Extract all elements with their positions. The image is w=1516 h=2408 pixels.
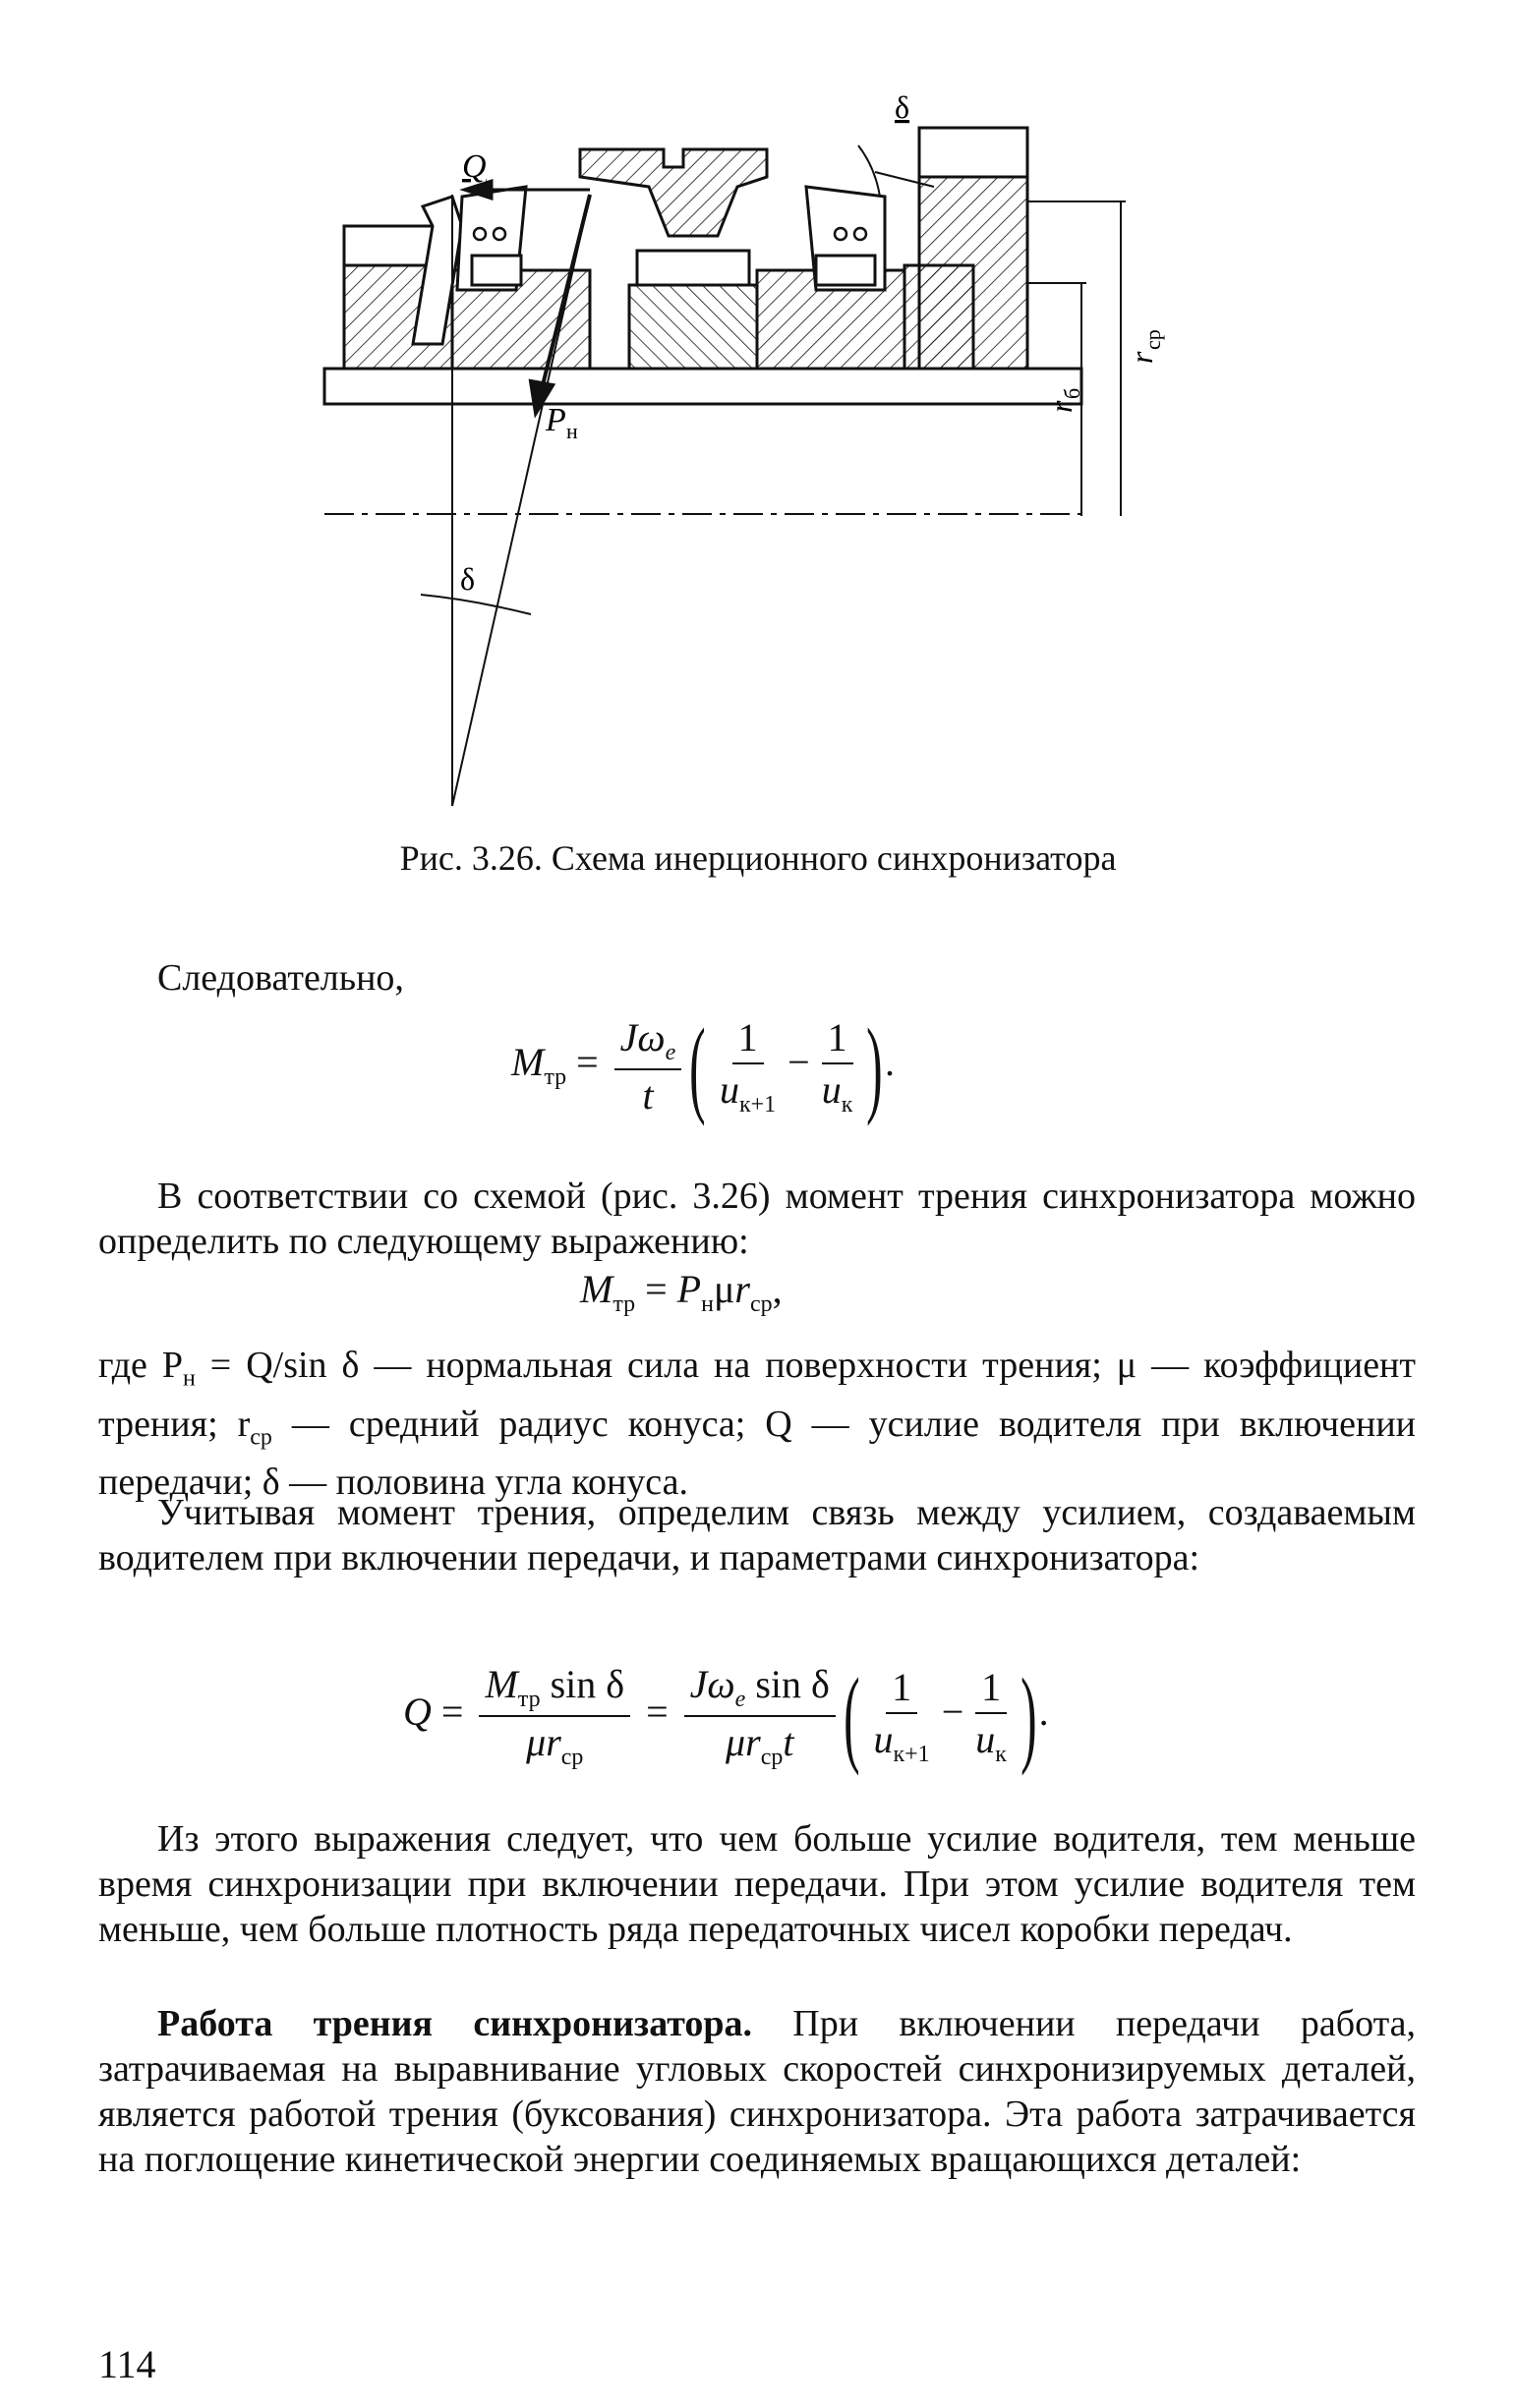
label-rcp bbox=[1124, 329, 1165, 364]
label-Pn bbox=[545, 402, 578, 443]
figure-caption: Рис. 3.26. Схема инерционного синхронизатора bbox=[399, 838, 1117, 878]
paragraph-1: В соответствии со схемой (рис. 3.26) момент трения синхронизатора можно определить по следующему выражению: bbox=[98, 1175, 1416, 1262]
paragraph-2: Учитывая момент трения, определим связь между усилием, создаваемым водителем при включении передачи, и параметрами синхронизатора: bbox=[98, 1492, 1416, 1578]
formula-mtr-1: $M_{тр}$ = $\frac{J\omega_e}{t}$ ( $\frac{1}{u_{к+1}}$ − $\frac{1}{u_к}$ ). bbox=[511, 1006, 896, 1126]
svg-text:б: б bbox=[1060, 387, 1084, 399]
svg-text:P: P bbox=[546, 402, 566, 438]
label-Q: Q bbox=[462, 148, 487, 185]
svg-text:ср: ср bbox=[1140, 329, 1165, 350]
synchronizer-diagram bbox=[295, 79, 1239, 826]
paragraph-4: Работа трения синхронизатора. При включении передачи работа, затрачиваемая на выравнивание угловых скоростей синхронизируемых деталей, является работой трения (буксования) синхронизатора. Эта работа затрачивается на поглощение кинетической энергии соединяемых вращающихся деталей: bbox=[98, 2003, 1417, 2180]
label-delta-bottom: δ bbox=[460, 561, 476, 597]
therefore-text: Следовательно, bbox=[157, 957, 404, 999]
paragraph-where: где $P_н = Q/\sin$ δ — нормальная сила на поверхности трения; μ — коэффициент трения; $r_{ср}$ — средний радиус конуса; Q — усилие водителя при включении передачи; δ — половина угла конуса. bbox=[98, 1345, 1416, 1504]
page-number: 114 bbox=[98, 2342, 156, 2386]
svg-text:н: н bbox=[566, 419, 578, 443]
paragraph-3: Из этого выражения следует, что чем больше усилие водителя, тем меньше время синхронизации при включении передачи. При этом усилие водителя тем меньше, чем больше плотность ряда передаточных чисел коробки передач. bbox=[98, 1818, 1416, 1950]
formula-mtr-2: $M_{тр} = P_н\mu r_{ср}$, bbox=[580, 1267, 783, 1317]
svg-text:r: r bbox=[1124, 351, 1159, 364]
formula-q: Q = $\frac{M_{тр} \sin \delta}{\mu r_{ср}}$ = $\frac{J\omega_e \sin \delta}{\mu r_{ср}t}$ ( $\frac{1}{u_{к+1}}$ − $\frac{1}{u_к}$ ). bbox=[403, 1656, 1049, 1776]
svg-text:r: r bbox=[1043, 400, 1079, 413]
label-delta-top: δ bbox=[895, 89, 910, 125]
